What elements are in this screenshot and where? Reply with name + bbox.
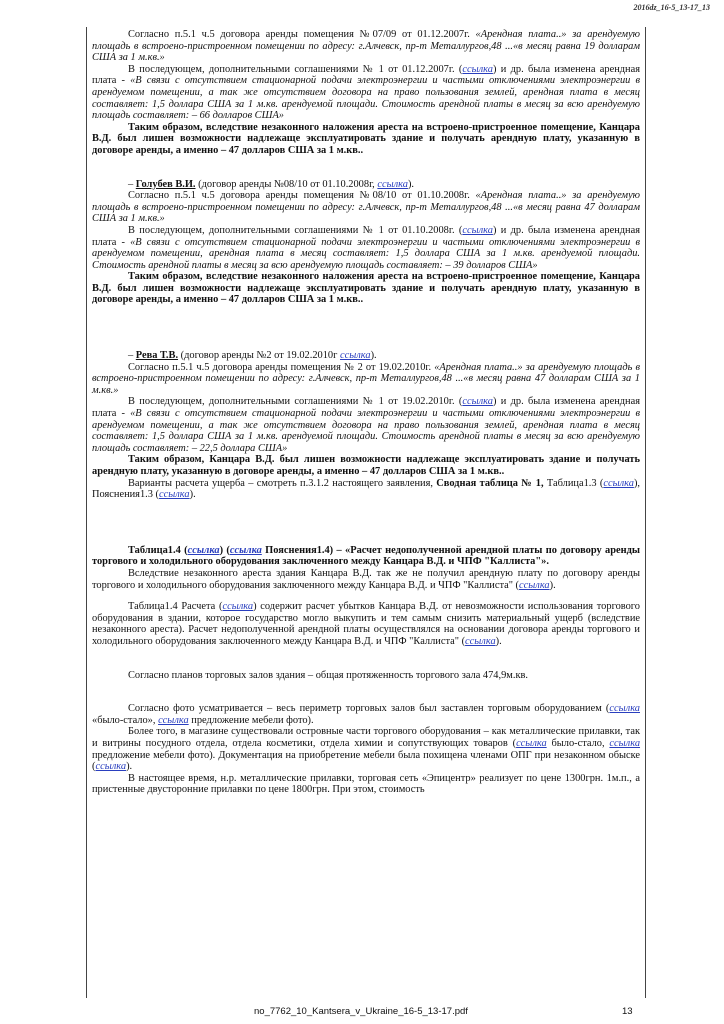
page-number: 13 bbox=[622, 1006, 633, 1017]
quote-text: «Арендная плата..» за арендуемую площадь в встроено-пристроенном помещении по адресу: г.Алчевск, пр-т Металлургов,48 ...«в месяц равна 19 долларам США за 1 м.кв.» bbox=[92, 29, 641, 64]
reference-link[interactable]: ссылка bbox=[603, 477, 634, 489]
text: ) и др. была изменена арендная плата - bbox=[92, 396, 640, 420]
text: Согласно п.5.1 ч.5 договора аренды помещения № 2 от 19.02.2010г. bbox=[128, 361, 435, 373]
text: ), Пояснения1.3 ( bbox=[92, 477, 640, 501]
text: ) и др. была изменена арендная плата - bbox=[92, 224, 640, 248]
text: ). bbox=[370, 350, 377, 362]
reference-link[interactable]: ссылка bbox=[609, 703, 640, 715]
text: Пояснения1.4) – «Расчет недополученной арендной платы по договору аренды торгового и холодильного оборудования заключенного между Канцара В.Д. и ЧПФ "Каллиста"». bbox=[92, 544, 640, 568]
reference-link[interactable]: ссылка bbox=[222, 601, 254, 613]
footer-filename: no_7762_10_Kantsera_v_Ukraine_16-5_13-17.pdf bbox=[254, 1006, 468, 1017]
conclusion-paragraph: Таким образом, Канцара В.Д. был лишен возможности надлежаще эксплуатировать здание и получать арендную плату, указанную в договоре аренды, а именно – 47 долларов США за 1 м.кв.. bbox=[92, 454, 640, 477]
paragraph bbox=[92, 478, 640, 501]
quote-text: «Арендная плата..» за арендуемую площадь в встроено-пристроенном помещении по адресу: г.Алчевск, пр-т Металлургов,48 ...«в месяц равна 47 долларам США за 1 м.кв.» bbox=[92, 361, 640, 396]
reference-link[interactable]: ссылка bbox=[519, 579, 550, 591]
quote-text: «В связи с отсутствием стационарной подачи электроэнергии и частыми отключениями электроэнергии в арендуемом помещении, а так же отсутствием договора на право пользования землей, арендная плата в месяц составляет: 1,5 доллара США за 1 м.кв. арендуемой площади. Стоимость арендной платы в месяц за всю арендуемую площадь составляет: – 22,5 доллара США» bbox=[92, 408, 640, 454]
text: ) содержит расчет убытков Канцара В.Д. от невозможности использования торгового оборудования в здании, которое государство могло выкупить и тем самым снизить материальный ущерб (вследствие незаконного ареста). Расчет недополученной арендной платы осуществлялся на основании договора аренды торгового и холодильного оборудования заключенного между Канцара В.Д. и ЧПФ "Каллиста" ( bbox=[92, 601, 641, 647]
paragraph bbox=[92, 362, 640, 397]
text: ). bbox=[549, 579, 556, 591]
text: – bbox=[128, 350, 136, 362]
text: (договор аренды №2 от 19.02.2010г bbox=[178, 350, 340, 362]
text: ). bbox=[189, 489, 196, 501]
reference-link[interactable]: ссылка bbox=[516, 737, 547, 749]
paragraph: Согласно планов торговых залов здания – общая протяженность торгового зала 474,9м.кв. bbox=[128, 669, 529, 681]
tenant-name: Рева Т.В. bbox=[135, 350, 179, 362]
text: ). bbox=[407, 178, 415, 190]
text: Более того, в магазине существовали островные части торгового оборудования – как металлические прилавки, так и витрины посудного отдела, отдела косметики, отдела химии и сопутствующих товаров ( bbox=[92, 726, 640, 749]
summary-table-ref: Сводная таблица № 1, bbox=[436, 477, 544, 489]
tenant-heading bbox=[92, 179, 640, 191]
text: В последующем, дополнительными соглашениями № 1 от 01.12.2007г. ( bbox=[128, 63, 463, 75]
text: «было-стало», bbox=[92, 714, 159, 726]
text: Варианты расчета ущерба – смотреть п.3.1.2 настоящего заявления, bbox=[128, 477, 437, 489]
paragraph bbox=[92, 64, 640, 122]
text: Вследствие незаконного ареста здания Канцара В.Д. так же не получил арендную плату по договору аренды торгового и холодильного оборудования заключенного между Канцара В.Д. и ЧПФ "Каллиста" ( bbox=[92, 567, 640, 591]
reference-link[interactable]: ссылка bbox=[462, 63, 493, 75]
conclusion-paragraph: Таким образом, вследствие незаконного наложения ареста на встроено-пристроенное помещение, Канцара В.Д. был лишен возможности надлежаще эксплуатировать здание и получать арендную плату, указанную в договоре аренды, а именно – 47 долларов США за 1 м.кв.. bbox=[92, 271, 640, 306]
document-body bbox=[92, 29, 640, 796]
text: В последующем, дополнительными соглашениями № 1 от 01.10.2008г. ( bbox=[128, 224, 463, 236]
paragraph bbox=[92, 726, 640, 772]
reference-link[interactable]: ссылка bbox=[462, 396, 493, 408]
text: ). bbox=[495, 635, 502, 647]
text: ) и др. была изменена арендная плата - bbox=[92, 63, 640, 87]
reference-link[interactable]: ссылка bbox=[465, 635, 496, 647]
reference-link[interactable]: ссылка bbox=[377, 178, 408, 190]
text: Таблица1.4 Расчета ( bbox=[128, 601, 223, 613]
text: Таблица1.3 ( bbox=[543, 477, 604, 489]
text: – bbox=[128, 178, 136, 190]
header-stamp: 2016dz_16-5_13-17_13 bbox=[633, 3, 710, 12]
quote-text: «В связи с отсутствием стационарной подачи электроэнергии и частыми отключениями электроэнергии в арендуемом помещении, арендная плата в месяц составляет: 1,5 доллара США за 1 м.кв. арендуемой площади. Стоимость арендной платы в месяц за всю арендуемую площадь составляет: – 39 долларов США» bbox=[92, 236, 640, 271]
paragraph bbox=[92, 29, 640, 64]
text: предложение мебели фото). bbox=[188, 714, 314, 726]
text: ) ( bbox=[219, 544, 230, 556]
quote-text: «Арендная плата..» за арендуемую площадь в встроено-пристроенном помещении по адресу: г.Алчевск, пр-т Металлургов,48 ...«в месяц равна 47 долларам США за 1 м.кв.» bbox=[92, 190, 641, 225]
paragraph bbox=[92, 568, 640, 591]
reference-link[interactable]: ссылка bbox=[159, 489, 190, 501]
reference-link[interactable]: ссылка bbox=[229, 544, 262, 556]
text: (договор аренды №08/10 от 01.10.2008г, bbox=[195, 178, 378, 190]
text: В последующем, дополнительными соглашениями № 1 от 19.02.2010г. ( bbox=[128, 396, 463, 408]
reference-link[interactable]: ссылка bbox=[609, 737, 641, 749]
paragraph bbox=[92, 601, 640, 647]
reference-link[interactable]: ссылка bbox=[462, 224, 493, 236]
text: было-стало, bbox=[546, 737, 610, 749]
paragraph bbox=[92, 396, 640, 454]
quote-text: «В связи с отсутствием стационарной подачи электроэнергии и частыми отключениями электроэнергии в арендуемом помещении, а так же отсутствием договора на право пользования землей, арендная плата в месяц составляет: 1,5 доллара США за 1 м.кв. арендуемой площади. Стоимость арендной платы в месяц за всю арендуемую площадь составляет: – 66 долларов США» bbox=[92, 75, 640, 122]
text: Таблица1.4 ( bbox=[128, 544, 188, 556]
table-heading bbox=[92, 545, 640, 568]
text: Согласно п.5.1 ч.5 договора аренды помещения №07/09 от 01.12.2007г. bbox=[128, 29, 476, 40]
text: Согласно фото усматривается – весь периметр торговых залов был заставлен торговым оборудованием ( bbox=[128, 703, 610, 715]
tenant-heading bbox=[92, 350, 640, 362]
text: Согласно п.5.1 ч.5 договора аренды помещения №08/10 от 01.10.2008г. bbox=[128, 190, 476, 202]
paragraph: В настоящее время, н.р. металлические прилавки, торговая сеть «Эпицентр» реализует по цене 1300грн. 1м.п., а пристенные двусторонние прилавки по цене 1800грн. При этом, стоимость bbox=[92, 772, 640, 796]
reference-link[interactable]: ссылка bbox=[187, 544, 220, 556]
paragraph bbox=[92, 225, 640, 271]
text: предложение мебели фото). Документация на приобретение мебели была похищена членами ОПГ при незаконном обыске ( bbox=[92, 749, 640, 773]
reference-link[interactable]: ссылка bbox=[158, 714, 189, 726]
text: ). bbox=[126, 761, 133, 773]
tenant-name: Голубев В.И. bbox=[135, 178, 196, 190]
conclusion-paragraph: Таким образом, вследствие незаконного наложения ареста на встроено-пристроенное помещение, Канцара В.Д. был лишен возможности надлежаще эксплуатировать здание и получать арендную плату, указанную в договоре аренды, а именно – 47 долларов США за 1 м.кв.. bbox=[92, 121, 640, 156]
reference-link[interactable]: ссылка bbox=[95, 761, 127, 773]
reference-link[interactable]: ссылка bbox=[339, 350, 371, 362]
paragraph bbox=[92, 190, 640, 225]
paragraph bbox=[92, 703, 640, 726]
